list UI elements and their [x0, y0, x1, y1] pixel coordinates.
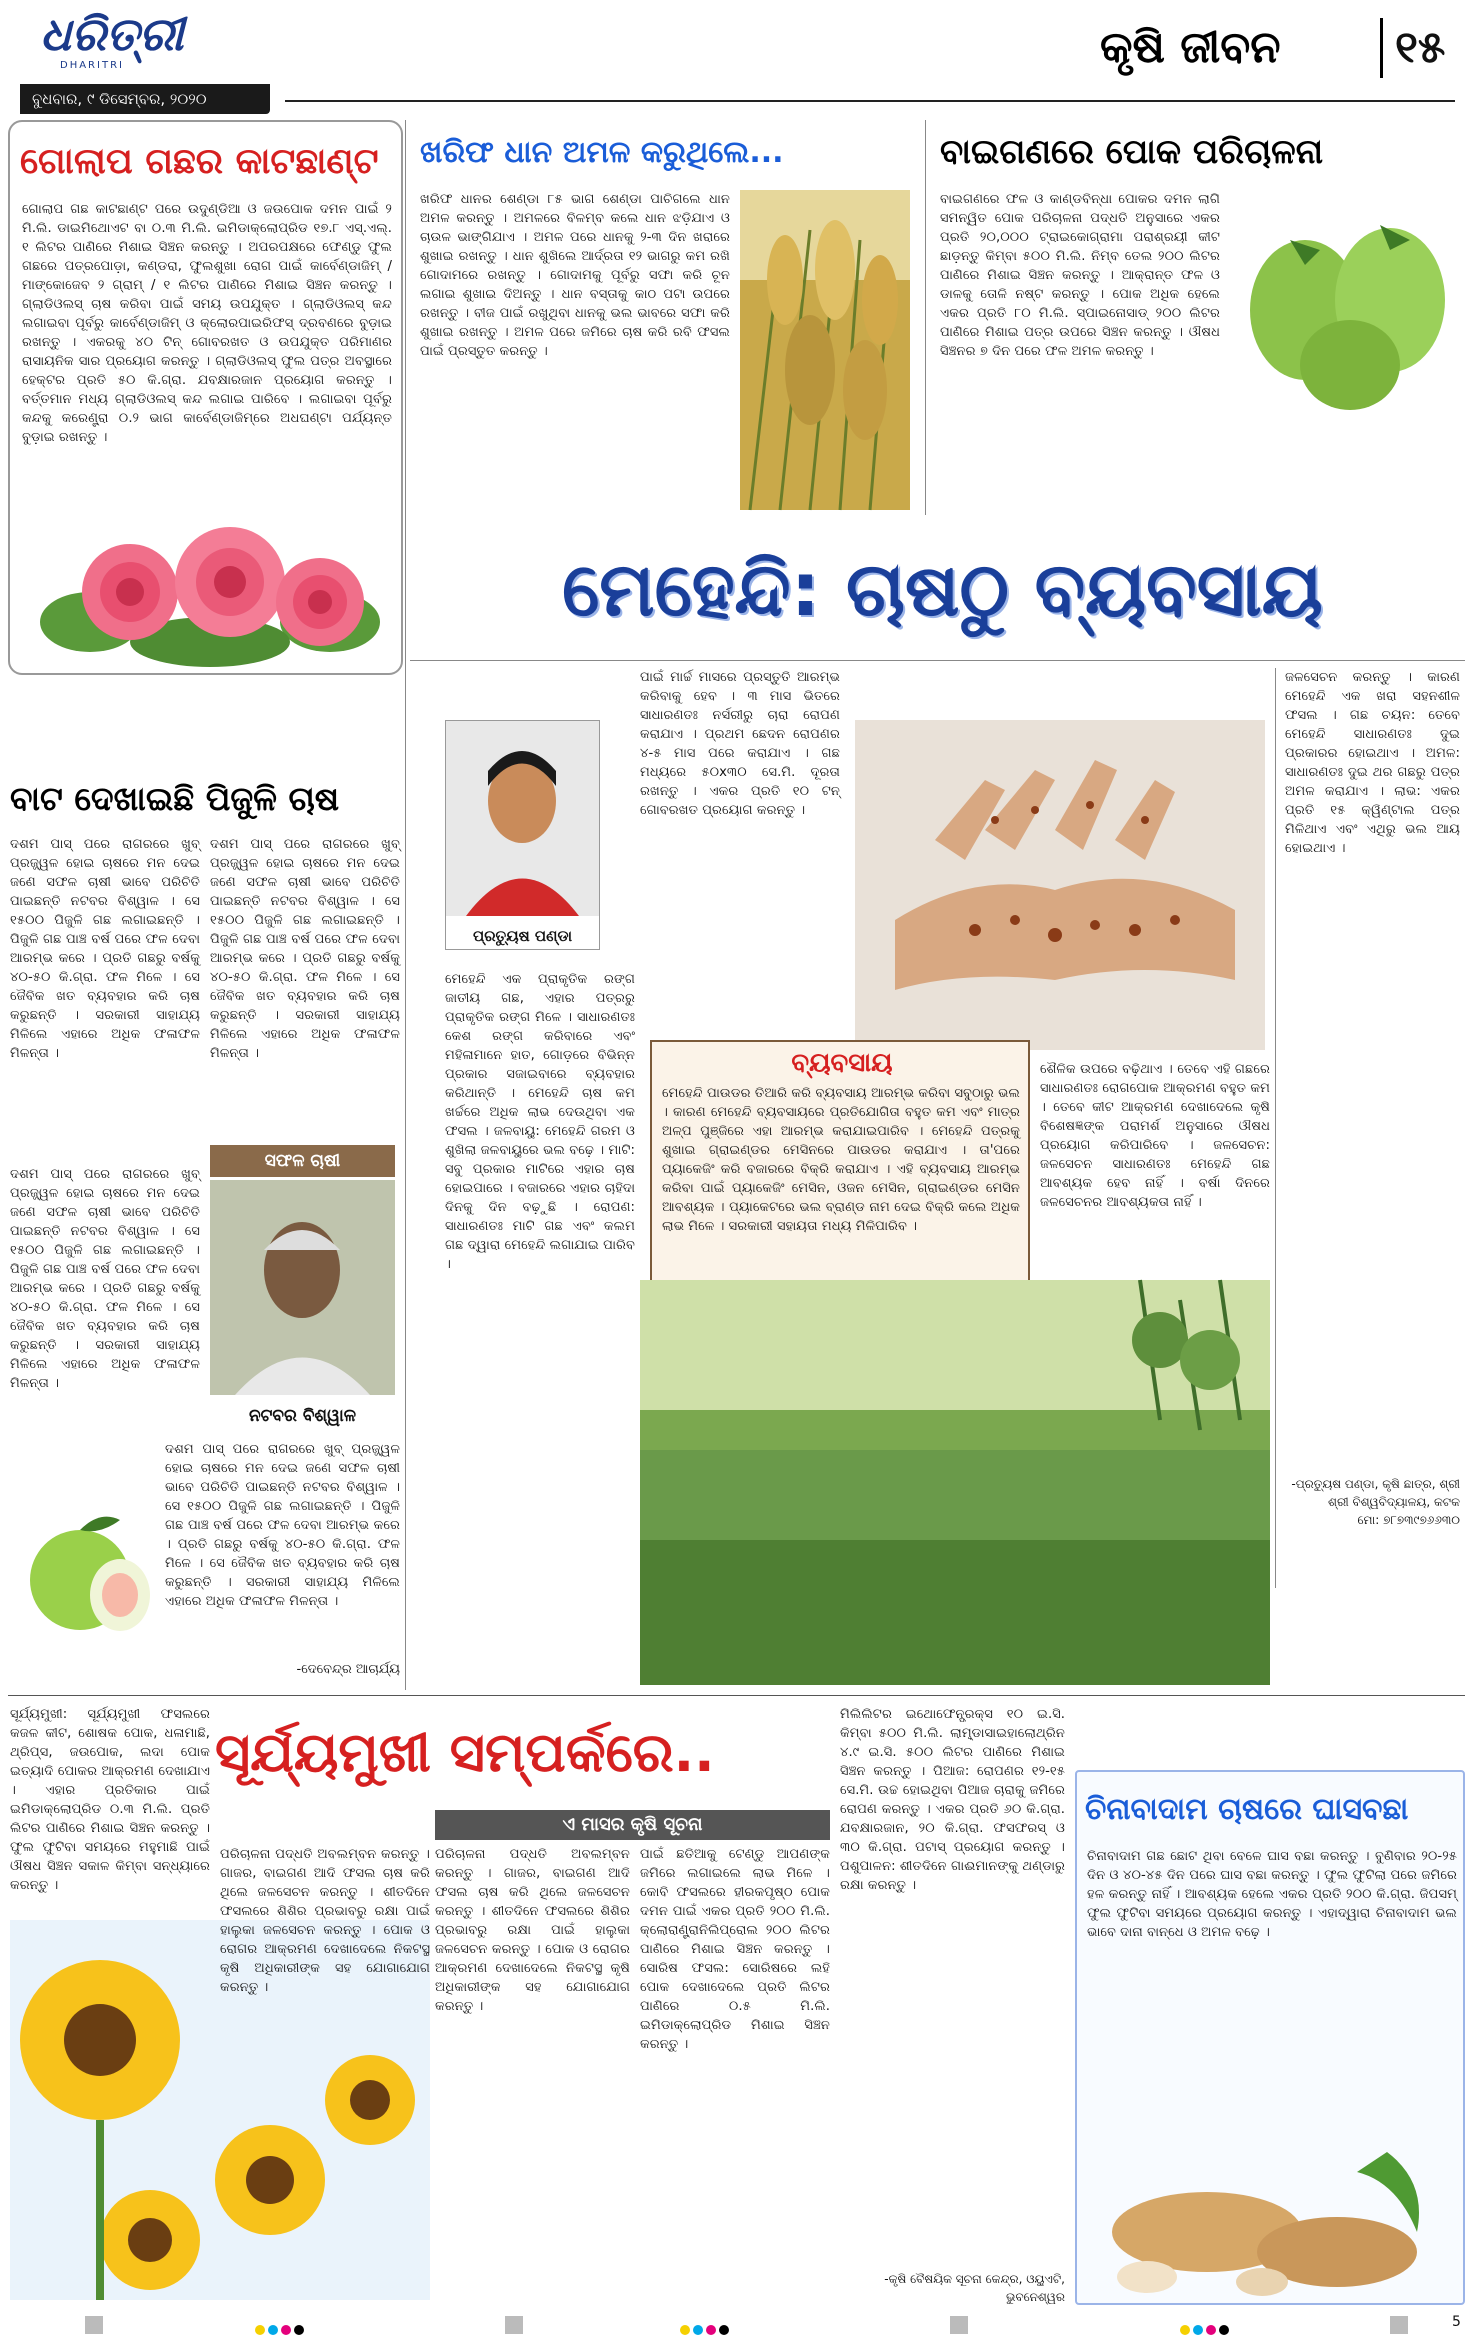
rose-panel	[8, 120, 403, 675]
register-square-2	[505, 2316, 523, 2334]
register-square-3	[950, 2316, 968, 2334]
color-dots-1	[255, 2320, 307, 2339]
farmer-caption: ନଟବର ବିଶ୍ୱାଳ	[248, 1406, 357, 1426]
date-bar: ବୁଧବାର, ୯ ଡିସେମ୍ବର, ୨୦୨୦	[20, 84, 270, 114]
mehendi-headline: ମେହେନ୍ଦି: ଚାଷଠୁ ବ୍ୟବସାୟ	[562, 547, 1323, 633]
sunflower-body: ସୂର୍ଯ୍ୟମୁଖୀ: ସୂର୍ଯ୍ୟମୁଖୀ ଫସଲରେ କଜଳ କୀଟ, ଶୋଷକ ପୋକ, ଧଳାମାଛି, ଥ୍ରିପ୍ସ, ଜଉପୋକ, ଲଦା ପୋକ ଇତ୍ୟାଦି ପୋକର ଆକ୍ରମଣ ଦେଖାଯାଏ । ଏହାର ପ୍ରତିକାର ପାଇଁ ଇମିଡାକ୍ଲୋପ୍ରିଡ ୦.୩ ମି.ଲି. ପ୍ରତି ଲିଟର ପାଣିରେ ମିଶାଇ ସିଞ୍ଚନ କରନ୍ତୁ । ଫୁଲ ଫୁଟିବା ସମୟରେ ମହୁମାଛି ପାଇଁ ଔଷଧ ସିଞ୍ଚନ ସକାଳ କିମ୍ବା ସନ୍ଧ୍ୟାରେ କରନ୍ତୁ ।	[10, 1707, 210, 1893]
groundnut-body: ଚିନାବାଦାମ ଗଛ ଛୋଟ ଥିବା ବେଳେ ଘାସ ବଛା କରନ୍ତୁ । ବୁଣିବାର ୨୦-୨୫ ଦିନ ଓ ୪୦-୪୫ ଦିନ ପରେ ଘାସ ବଛା କରନ୍ତୁ । ଫୁଲ ଫୁଟିଲା ପରେ ଜମିରେ ହଳ କରନ୍ତୁ ନାହିଁ । ଆବଶ୍ୟକ ହେଲେ ଏକର ପ୍ରତି ୨୦୦ କି.ଗ୍ରା. ଜିପସମ୍ ଫୁଲ ଫୁଟିବା ସମୟରେ ପ୍ରୟୋଗ କରନ୍ତୁ । ଏହାଦ୍ୱାରା ଚିନାବାଦାମ ଭଲ ଭାବେ ଦାନା ବାନ୍ଧେ ଓ ଅମଳ ବଢ଼େ ।	[1087, 1849, 1457, 1940]
pijuli-body-1: ଦଶମ ପାସ୍ ପରେ ରାଗରରେ ଖୁବ୍ ପ୍ରଜ୍ଜ୍ୱଳ ହୋଇ ଚାଷରେ ମନ ଦେଇ ଜଣେ ସଫଳ ଚାଷୀ ଭାବେ ପରିଚିତି ପାଇଛନ୍ତି ନଟବର ବିଶ୍ୱାଳ । ସେ ୧୫୦୦ ପିଜୁଳି ଗଛ ଲଗାଇଛନ୍ତି । ପିଜୁଳି ଗଛ ପାଞ୍ଚ ବର୍ଷ ପରେ ଫଳ ଦେବା ଆରମ୍ଭ କରେ । ପ୍ରତି ଗଛରୁ ବର୍ଷକୁ ୪୦-୫୦ କି.ଗ୍ରା. ଫଳ ମିଳେ । ସେ ଜୈବିକ ଖତ ବ୍ୟବହାର କରି ଚାଷ କରୁଛନ୍ତି । ସରକାରୀ ସାହାଯ୍ୟ ମିଳିଲେ ଏହାରେ ଅଧିକ ଫଳାଫଳ ମିଳନ୍ତା ।	[10, 837, 200, 1061]
rose-image	[30, 522, 390, 667]
rose-illustration	[30, 522, 390, 667]
column-divider-right	[1275, 668, 1276, 1588]
krushi-col1: ପରିଚାଳନା ପଦ୍ଧତି ଅବଲମ୍ବନ କରନ୍ତୁ । ଗାଜର, ବାଇଗଣ ଆଦି ଫସଲ ଚାଷ କରି ଥିଲେ ଜଳସେଚନ କରନ୍ତୁ । ଶୀତଦିନେ ଫସଲରେ ଶିଶିର ପ୍ରଭାବରୁ ରକ୍ଷା ପାଇଁ ହାଲୁକା ଜଳସେଚନ କରନ୍ତୁ । ପୋକ ଓ ରୋଗର ଆକ୍ରମଣ ଦେଖାଦେଲେ ନିକଟସ୍ଥ କୃଷି ଅଧିକାରୀଙ୍କ ସହ ଯୋଗାଯୋଗ କରନ୍ତୁ ।	[435, 1847, 630, 2014]
pijuli-byline: -ଦେବେନ୍ଦ୍ର ଆଚାର୍ଯ୍ୟ	[296, 1662, 400, 1677]
color-dots-3	[1180, 2320, 1232, 2339]
guava-image	[10, 1500, 160, 1640]
mehendi-field-image	[640, 1280, 1270, 1685]
pijuli-body-2: ଦଶମ ପାସ୍ ପରେ ରାଗରରେ ଖୁବ୍ ପ୍ରଜ୍ଜ୍ୱଳ ହୋଇ ଚାଷରେ ମନ ଦେଇ ଜଣେ ସଫଳ ଚାଷୀ ଭାବେ ପରିଚିତି ପାଇଛନ୍ତି ନଟବର ବିଶ୍ୱାଳ । ସେ ୧୫୦୦ ପିଜୁଳି ଗଛ ଲଗାଇଛନ୍ତି । ପିଜୁଳି ଗଛ ପାଞ୍ଚ ବର୍ଷ ପରେ ଫଳ ଦେବା ଆରମ୍ଭ କରେ । ପ୍ରତି ଗଛରୁ ବର୍ଷକୁ ୪୦-୫୦ କି.ଗ୍ରା. ଫଳ ମିଳେ । ସେ ଜୈବିକ ଖତ ବ୍ୟବହାର କରି ଚାଷ କରୁଛନ୍ତି । ସରକାରୀ ସାହାଯ୍ୟ ମିଳିଲେ ଏହାରେ ଅଧିକ ଫଳାଫଳ ମିଳନ୍ତା ।	[210, 837, 400, 1061]
mehendi-col3: ଶୈଳିକ ଉପରେ ବଢ଼ିଥାଏ । ତେବେ ଏହି ଗଛରେ ସାଧାରଣତଃ ରୋଗପୋକ ଆକ୍ରମଣ ବହୁତ କମ । ତେବେ କୀଟ ଆକ୍ରମଣ ଦେଖାଦେଲେ କୃଷି ବିଶେଷଜ୍ଞଙ୍କ ପରାମର୍ଶ ଅନୁସାରେ ଔଷଧ ପ୍ରୟୋଗ କରିପାରିବେ । ଜଳସେଚନ: ଜଳସେଚନ ସାଧାରଣତଃ ମେହେନ୍ଦି ଗଛ ଆବଶ୍ୟକ ହେବ ନାହିଁ । ବର୍ଷା ଦିନରେ ଜଳସେଚନର ଆବଶ୍ୟକତା ନାହିଁ ।	[1040, 1062, 1270, 1210]
mehendi-col2: ପାଇଁ ମାର୍ଚ୍ଚ ମାସରେ ପ୍ରସ୍ତୁତି ଆରମ୍ଭ କରିବାକୁ ହେବ । ୩ ମାସ ଭିତରେ ସାଧାରଣତଃ ନର୍ସରୀରୁ ଚାରା ରୋପଣ କରାଯାଏ । ପ୍ରଥମ ଛେଦନ ରୋପଣର ୪-୫ ମାସ ପରେ କରାଯାଏ । ଗଛ ମଧ୍ୟରେ ୫୦x୩୦ ସେ.ମି. ଦୂରତା ରଖନ୍ତୁ । ଏକର ପ୍ରତି ୧୦ ଟନ୍ ଗୋବରଖତ ପ୍ରୟୋଗ କରନ୍ତୁ ।	[640, 670, 840, 818]
kharif-title: ଖରିଫ ଧାନ ଅମଳ କରୁଥିଲେ...	[420, 135, 784, 170]
section-divider	[8, 1695, 1465, 1696]
brinjal-body: ବାଇଗଣରେ ଫଳ ଓ କାଣ୍ଡବିନ୍ଧା ପୋକର ଦମନ ଲାଗି ସମନ୍ୱିତ ପୋକ ପରିଚାଳନା ପଦ୍ଧତି ଅନୁସାରେ ଏକର ପ୍ରତି ୨୦,୦୦୦ ଟ୍ରାଇକୋଗ୍ରାମା ପରାଶ୍ରୟୀ କୀଟ ଛାଡ଼ନ୍ତୁ କିମ୍ବା ୫୦୦ ମି.ଲି. ନିମ୍ବ ତେଲ ୨୦୦ ଲିଟର ପାଣିରେ ମିଶାଇ ସିଞ୍ଚନ କରନ୍ତୁ । ଆକ୍ରାନ୍ତ ଫଳ ଓ ଡାଳକୁ ତୋଳି ନଷ୍ଟ କରନ୍ତୁ । ପୋକ ଅଧିକ ହେଲେ ଏକର ପ୍ରତି ୮୦ ମି.ଲି. ସ୍ପାଇନୋସାଡ୍ ୨୦୦ ଲିଟର ପାଣିରେ ମିଶାଇ ପତ୍ର ଉପରେ ସିଞ୍ଚନ କରନ୍ତୁ । ଔଷଧ ସିଞ୍ଚନର ୭ ଦିନ ପରେ ଫଳ ଅମଳ କରନ୍ତୁ ।	[940, 192, 1220, 359]
left-column-divider	[405, 120, 406, 1690]
page-number: ୧୫	[1380, 18, 1460, 78]
paddy-photo	[740, 190, 910, 510]
mehendi-phone: ମୋ: ୭୮୭୩୯୭୬୬୩୦	[1357, 1513, 1460, 1527]
krushi-byline: -କୃଷି ବୈଷୟିକ ସୂଚନା କେନ୍ଦ୍ର, ଓୟୁଏଟି, ଭୁବନେଶ୍ୱର	[884, 2272, 1065, 2304]
krushi-col1-top: ପରିଚାଳନା ପଦ୍ଧତି ଅବଲମ୍ବନ କରନ୍ତୁ । ଗାଜର, ବାଇଗଣ ଆଦି ଫସଲ ଚାଷ କରି ଥିଲେ ଜଳସେଚନ କରନ୍ତୁ । ଶୀତଦିନେ ଫସଲରେ ଶିଶିର ପ୍ରଭାବରୁ ରକ୍ଷା ପାଇଁ ହାଲୁକା ଜଳସେଚନ କରନ୍ତୁ । ପୋକ ଓ ରୋଗର ଆକ୍ରମଣ ଦେଖାଦେଲେ ନିକଟସ୍ଥ କୃଷି ଅଧିକାରୀଙ୍କ ସହ ଯୋଗାଯୋଗ କରନ୍ତୁ ।	[220, 1847, 430, 1995]
brinjal-image	[1230, 190, 1455, 420]
column-divider	[925, 120, 926, 515]
kharif-body: ଖରିଫ ଧାନର ଶେଣ୍ଡା ୮୫ ଭାଗ ଶେଣ୍ଡା ପାଚିଗଲେ ଧାନ ଅମଳ କରନ୍ତୁ । ଅମଳରେ ବିଳମ୍ବ କଲେ ଧାନ ଝଡ଼ିଯାଏ ଓ ଚାଉଳ ଭାଙ୍ଗିଯାଏ । ଅମଳ ପରେ ଧାନକୁ ୨-୩ ଦିନ ଖରାରେ ଶୁଖାଇ ରଖନ୍ତୁ । ଧାନ ଶୁଖିଲେ ଆର୍ଦ୍ରତା ୧୨ ଭାଗରୁ କମ ରଖି ଗୋଦାମରେ ରଖନ୍ତୁ । ଗୋଦାମକୁ ପୂର୍ବରୁ ସଫା କରି ଚୂନ ଲଗାଇ ଶୁଖାଇ ଦିଅନ୍ତୁ । ଧାନ ବସ୍ତାକୁ କାଠ ପଟା ଉପରେ ରଖନ୍ତୁ । ବୀଜ ପାଇଁ ରଖୁଥିବା ଧାନକୁ ଭଲ ଭାବରେ ସଫା କରି ଶୁଖାଇ ରଖନ୍ତୁ । ଅମଳ ପରେ ଜମିରେ ଚାଷ କରି ରବି ଫସଲ ପାଇଁ ପ୍ରସ୍ତୁତ କରନ୍ତୁ ।	[420, 192, 730, 359]
mehendi-byline	[1285, 1475, 1460, 1535]
pijuli-title: ବାଟ ଦେଖାଇଛି ପିଜୁଳି ଚାଷ	[10, 779, 340, 818]
krushi-col3: ମିଲିଲିଟର ଇଥୋଫେନ୍ପ୍ରକ୍ସ ୧୦ ଇ.ସି. କିମ୍ବା ୫୦୦ ମି.ଲି. ଲାମ୍ବ୍ଡାସାଇହାଲୋଥ୍ରିନ ୪.୯ ଇ.ସି. ୫୦୦ ଲିଟର ପାଣିରେ ମିଶାଇ ସିଞ୍ଚନ କରନ୍ତୁ । ପିଆଜ: ରୋପଣର ୧୨-୧୫ ସେ.ମି. ଉଚ୍ଚ ହୋଇଥିବା ପିଆଜ ଚାରାକୁ ଜମିରେ ରୋପଣ କରନ୍ତୁ । ଏକର ପ୍ରତି ୬୦ କି.ଗ୍ରା. ଯବକ୍ଷାରଜାନ, ୨୦ କି.ଗ୍ରା. ଫସଫରସ୍ ଓ ୩୦ କି.ଗ୍ରା. ପଟାସ୍ ପ୍ରୟୋଗ କରନ୍ତୁ । ପଶୁପାଳନ: ଶୀତଦିନେ ଗାଈମାନଙ୍କୁ ଥଣ୍ଡାରୁ ରକ୍ଷା କରନ୍ତୁ ।	[840, 1707, 1065, 1893]
guava-illustration	[10, 1500, 160, 1640]
farmer-image	[210, 1180, 395, 1395]
groundnut-image	[1087, 2142, 1457, 2297]
masthead-logo	[40, 8, 230, 78]
author-photo	[446, 721, 599, 916]
business-box-title: ବ୍ୟବସାୟ	[791, 1048, 893, 1078]
top-rule	[285, 100, 1455, 102]
rose-body: ଗୋଲାପ ଗଛ କାଟଛାଣ୍ଟ ପରେ ଉଦୁଣ୍ଡିଆ ଓ ଜଉପୋକ ଦମନ ପାଇଁ ୨ ମି.ଲି. ଡାଇମିଥୋଏଟ ବା ୦.୩ ମି.ଲି. ଇମିଡାକ୍ଲୋପ୍ରିଡ ୧୭.୮ ଏସ୍.ଏଲ୍. ୧ ଲିଟର ପାଣିରେ ମିଶାଇ ସିଞ୍ଚନ କରନ୍ତୁ । ଅପରପକ୍ଷରେ ଫେଣ୍ଡୁ ଫୁଲ ଗଛରେ ପତ୍ରପୋଡ଼ା, କଣ୍ଡରା, ଫୁଲଶୁଖା ରୋଗ ପାଇଁ କାର୍ବେଣ୍ଡାଜିମ୍ / ମାଙ୍କୋଜେବ ୨ ଗ୍ରାମ୍ / ୧ ଲିଟର ପାଣିରେ ମିଶାଇ ସିଞ୍ଚନ କରନ୍ତୁ । ଗ୍ଲାଡିଓଲସ୍ ଚାଷ କରିବା ପାଇଁ ସମୟ ଉପଯୁକ୍ତ । ଗ୍ଲାଡିଓଲସ୍ କନ୍ଦ ଲଗାଇବା ପୂର୍ବରୁ କାର୍ବେଣ୍ଡାଜିମ୍ ଓ କ୍ଲୋରପାଇରିଫସ୍ ଦ୍ରବଣରେ ବୁଡ଼ାଇ ରଖନ୍ତୁ । ଏକରକୁ ୪୦ ଟିନ୍ ଗୋବରଖତ ଓ ଉପଯୁକ୍ତ ପରିମାଣର ରାସାୟନିକ ସାର ପ୍ରୟୋଗ କରନ୍ତୁ । ଗ୍ଲାଡିଓଲସ୍ ଫୁଲ ପତ୍ର ଅବସ୍ଥାରେ ହେକ୍ଟର ପ୍ରତି ୫୦ କି.ଗ୍ରା. ଯବକ୍ଷାରଜାନ ପ୍ରୟୋଗ କରନ୍ତୁ । ବର୍ତ୍ତମାନ ମଧ୍ୟ ଗ୍ଲାଡିଓଲସ୍ କନ୍ଦ ଲଗାଇ ପାରିବେ । ଲଗାଇବା ପୂର୍ବରୁ କନ୍ଦକୁ କରେଣ୍ଟ୍ରା ୦.୨ ଭାଗ କାର୍ବେଣ୍ଡାଜିମ୍‌ରେ ଅଧଘଣ୍ଟା ପର୍ଯ୍ୟନ୍ତ ବୁଡ଼ାଇ ରଖନ୍ତୁ ।	[22, 202, 392, 445]
logo-text: ଧରିତ୍ରୀ	[40, 7, 184, 61]
henna-photo	[855, 720, 1265, 1050]
brinjal-photo	[1230, 190, 1455, 420]
mehendi-field-photo	[640, 1280, 1270, 1685]
pijuli-body-4: ଦଶମ ପାସ୍ ପରେ ରାଗରରେ ଖୁବ୍ ପ୍ରଜ୍ଜ୍ୱଳ ହୋଇ ଚାଷରେ ମନ ଦେଇ ଜଣେ ସଫଳ ଚାଷୀ ଭାବେ ପରିଚିତି ପାଇଛନ୍ତି ନଟବର ବିଶ୍ୱାଳ । ସେ ୧୫୦୦ ପିଜୁଳି ଗଛ ଲଗାଇଛନ୍ତି । ପିଜୁଳି ଗଛ ପାଞ୍ଚ ବର୍ଷ ପରେ ଫଳ ଦେବା ଆରମ୍ଭ କରେ । ପ୍ରତି ଗଛରୁ ବର୍ଷକୁ ୪୦-୫୦ କି.ଗ୍ରା. ଫଳ ମିଳେ । ସେ ଜୈବିକ ଖତ ବ୍ୟବହାର କରି ଚାଷ କରୁଛନ୍ତି । ସରକାରୀ ସାହାଯ୍ୟ ମିଳିଲେ ଏହାରେ ଅଧିକ ଫଳାଫଳ ମିଳନ୍ତା ।	[165, 1442, 400, 1609]
rose-title: ଗୋଲାପ ଗଛର କାଟଛାଣ୍ଟ	[20, 141, 379, 182]
pijuli-body-3: ଦଶମ ପାସ୍ ପରେ ରାଗରରେ ଖୁବ୍ ପ୍ରଜ୍ଜ୍ୱଳ ହୋଇ ଚାଷରେ ମନ ଦେଇ ଜଣେ ସଫଳ ଚାଷୀ ଭାବେ ପରିଚିତି ପାଇଛନ୍ତି ନଟବର ବିଶ୍ୱାଳ । ସେ ୧୫୦୦ ପିଜୁଳି ଗଛ ଲଗାଇଛନ୍ତି । ପିଜୁଳି ଗଛ ପାଞ୍ଚ ବର୍ଷ ପରେ ଫଳ ଦେବା ଆରମ୍ଭ କରେ । ପ୍ରତି ଗଛରୁ ବର୍ଷକୁ ୪୦-୫୦ କି.ଗ୍ରା. ଫଳ ମିଳେ । ସେ ଜୈବିକ ଖତ ବ୍ୟବହାର କରି ଚାଷ କରୁଛନ୍ତି । ସରକାରୀ ସାହାଯ୍ୟ ମିଳିଲେ ଏହାରେ ଅଧିକ ଫଳାଫଳ ମିଳନ୍ତା ।	[10, 1167, 200, 1391]
groundnut-title: ଚିନାବାଦାମ ଚାଷରେ ଘାସବଛା	[1085, 1792, 1409, 1827]
brinjal-title: ବାଇଗଣରେ ପୋକ ପରିଚାଳନା	[940, 132, 1324, 172]
mehendi-col1: ମେହେନ୍ଦି ଏକ ପ୍ରାକୃତିକ ରଙ୍ଗ ଜାତୀୟ ଗଛ, ଏହାର ପତ୍ରରୁ ପ୍ରାକୃତିକ ରଙ୍ଗ ମିଳେ । ସାଧାରଣତଃ କେଶ ରଙ୍ଗ କରିବାରେ ଏବଂ ମହିଳାମାନେ ହାତ, ଗୋଡ଼ରେ ବିଭିନ୍ନ ପ୍ରକାର ସଜାଇବାରେ ବ୍ୟବହାର କରିଥାନ୍ତି । ମେହେନ୍ଦି ଚାଷ କମ ଖର୍ଚ୍ଚରେ ଅଧିକ ଲାଭ ଦେଉଥିବା ଏକ ଫସଲ । ଜଳବାୟୁ: ମେହେନ୍ଦି ଗରମ ଓ ଶୁଖିଲା ଜଳବାୟୁରେ ଭଲ ବଢ଼େ । ମାଟି: ସବୁ ପ୍ରକାର ମାଟିରେ ଏହାର ଚାଷ ହୋଇପାରେ । ବଜାରରେ ଏହାର ଚାହିଦା ଦିନକୁ ଦିନ ବଢ଼ୁଛି । ରୋପଣ: ସାଧାରଣତଃ ମାଟି ଗଛ ଏବଂ କଲମ ଗଛ ଦ୍ୱାରା ମେହେନ୍ଦି ଲଗାଯାଇ ପାରିବ ।	[445, 972, 635, 1272]
mehendi-col4: ଜଳସେଚନ କରନ୍ତୁ । କାରଣ ମେହେନ୍ଦି ଏକ ଖରା ସହନଶୀଳ ଫସଲ । ଗଛ ଚୟନ: ତେବେ ମେହେନ୍ଦି ସାଧାରଣତଃ ଦୁଇ ପ୍ରକାରର ହୋଇଥାଏ । ଅମଳ: ସାଧାରଣତଃ ଦୁଇ ଥର ଗଛରୁ ପତ୍ର ଅମଳ କରାଯାଏ । ଲାଭ: ଏକର ପ୍ରତି ୧୫ କ୍ୱିଣ୍ଟାଲ ପତ୍ର ମିଳିଥାଏ ଏବଂ ଏଥିରୁ ଭଲ ଆୟ ହୋଇଥାଏ ।	[1285, 670, 1460, 856]
color-dots-2	[680, 2320, 732, 2339]
groundnut-illustration	[1087, 2142, 1457, 2297]
henna-image	[855, 720, 1265, 1050]
footer-marks	[0, 2312, 1473, 2339]
edition-number: 5	[1452, 2314, 1461, 2330]
register-square-4	[1390, 2316, 1408, 2334]
business-box-body: ମେହେନ୍ଦି ପାଉଡର ତିଆରି କରି ବ୍ୟବସାୟ ଆରମ୍ଭ କରିବା ସବୁଠାରୁ ଭଲ । କାରଣ ମେହେନ୍ଦି ବ୍ୟବସାୟରେ ପ୍ରତିଯୋଗିତା ବହୁତ କମ ଏବଂ ମାତ୍ର ଅଳ୍ପ ପୁଞ୍ଜିରେ ଏହା ଆରମ୍ଭ କରାଯାଇପାରିବ । ମେହେନ୍ଦି ପତ୍ରକୁ ଶୁଖାଇ ଗ୍ରାଇଣ୍ଡର ମେସିନରେ ପାଉଡର କରାଯାଏ । ତା'ପରେ ପ୍ୟାକେଜିଂ କରି ବଜାରରେ ବିକ୍ରି କରାଯାଏ । ଏହି ବ୍ୟବସାୟ ଆରମ୍ଭ କରିବା ପାଇଁ ପ୍ୟାକେଜିଂ ମେସିନ, ଓଜନ ମେସିନ, ଗ୍ରାଇଣ୍ଡର ମେସିନ ଆବଶ୍ୟକ । ପ୍ୟାକେଟରେ ଭଲ ବ୍ରାଣ୍ଡ ନାମ ଦେଇ ବିକ୍ରି କଲେ ଅଧିକ ଲାଭ ମିଳେ । ସରକାରୀ ସହାୟତା ମଧ୍ୟ ମିଳିପାରିବ ।	[662, 1086, 1020, 1234]
krushi-col2: ପାଇଁ ଛତିଆକୁ ଟେଣ୍ଡୁ ଆପଣଙ୍କ ଜମିରେ ଲଗାଇଲେ ଲାଭ ମିଳେ । କୋବି ଫସଲରେ ହୀରକପୃଷ୍ଠ ପୋକ ଦମନ ପାଇଁ ଏକର ପ୍ରତି ୨୦୦ ମି.ଲି. କ୍ଲୋରାଣ୍ଟ୍ରାନିଲିପ୍ରୋଲ ୨୦୦ ଲିଟର ପାଣିରେ ମିଶାଇ ସିଞ୍ଚନ କରନ୍ତୁ । ସୋରିଷ ଫସଲ: ସୋରିଷରେ ଲହି ପୋକ ଦେଖାଦେଲେ ପ୍ରତି ଲିଟର ପାଣିରେ ୦.୫ ମି.ଲି. ଇମିଡାକ୍ଲୋପ୍ରିଡ ମିଶାଇ ସିଞ୍ଚନ କରନ୍ତୁ ।	[640, 1847, 830, 2052]
farmer-photo	[210, 1180, 395, 1430]
headline-rule	[410, 660, 1465, 661]
mehendi-byline-text: -ପ୍ରତ୍ୟୁଷ ପଣ୍ଡା, କୃଷି ଛାତ୍ର, ଶ୍ରୀ ଶ୍ରୀ ବିଶ୍ୱବିଦ୍ୟାଳୟ, କଟକ	[1291, 1477, 1460, 1509]
krushi-suchana-header: ଏ ମାସର କୃଷି ସୂଚନା	[435, 1810, 830, 1840]
groundnut-box	[1075, 1770, 1465, 2305]
successful-farmer-badge: ସଫଳ ଚାଷୀ	[210, 1145, 395, 1177]
sunflower-title: ସୂର୍ଯ୍ୟମୁଖୀ ସମ୍ପର୍କରେ..	[215, 1721, 715, 1784]
logo-subtext: DHARITRI	[60, 60, 124, 71]
author-caption: ପ୍ରତ୍ୟୁଷ ପଣ୍ଡା	[472, 927, 573, 945]
paddy-image	[740, 190, 910, 510]
section-title: କୃଷି ଜୀବନ	[1100, 22, 1281, 73]
author-photo-frame	[445, 720, 600, 950]
register-square-1	[85, 2316, 103, 2334]
